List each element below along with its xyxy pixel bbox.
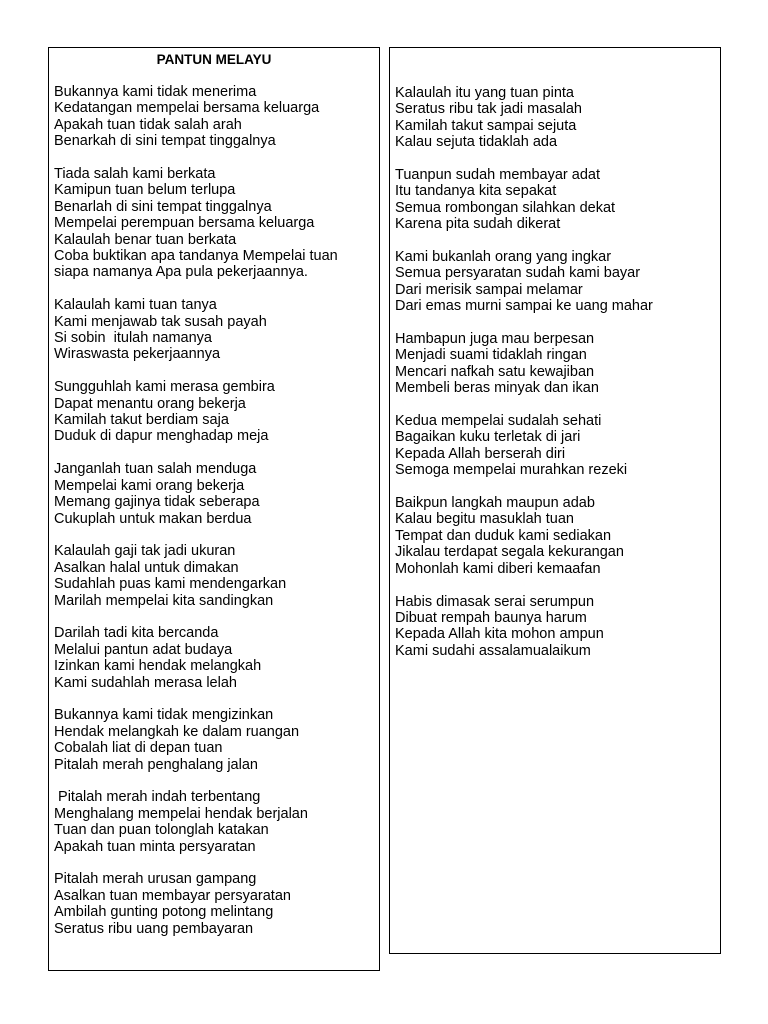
- stanza: Darilah tadi kita bercanda Melalui pantun adat budaya Izinkan kami hendak melangkah Kami sudahlah merasa lelah: [54, 625, 262, 691]
- stanza: Pitalah merah indah terbentang Menghalang mempelai hendak berjalan Tuan dan puan tolonglah katakan Apakah tuan minta persyaratan: [54, 789, 308, 855]
- stanza: Habis dimasak serai serumpun Dibuat rempah baunya harum Kepada Allah kita mohon ampun Kami sudahi assalamualaikum: [395, 593, 604, 659]
- stanza: Pitalah merah urusan gampang Asalkan tuan membayar persyaratan Ambilah gunting potong melintang Seratus ribu uang pembayaran: [54, 871, 291, 937]
- stanza: Sungguhlah kami merasa gembira Dapat menantu orang bekerja Kamilah takut berdiam saja Duduk di dapur menghadap meja: [54, 379, 275, 445]
- document-title: PANTUN MELAYU: [156, 52, 272, 67]
- stanza: Tiada salah kami berkata Kamipun tuan belum terlupa Benarlah di sini tempat tinggalnya Mempelai perempuan bersama keluarga Kalaulah benar tuan berkata Coba buktikan apa tandanya Mempelai tuan siapa namanya Apa pula pekerjaannya.: [54, 166, 338, 281]
- stanza: Kalaulah kami tuan tanya Kami menjawab tak susah payah Si sobin itulah namanya Wiraswasta pekerjaannya: [54, 297, 267, 363]
- stanza: Tuanpun sudah membayar adat Itu tandanya kita sepakat Semua rombongan silahkan dekat Karena pita sudah dikerat: [395, 167, 616, 233]
- stanza: Janganlah tuan salah menduga Mempelai kami orang bekerja Memang gajinya tidak seberapa Cukuplah untuk makan berdua: [54, 461, 260, 527]
- stanza: Bukannya kami tidak mengizinkan Hendak melangkah ke dalam ruangan Cobalah liat di depan tuan Pitalah merah penghalang jalan: [54, 707, 300, 773]
- right-column: [389, 47, 721, 954]
- stanza: Hambapun juga mau berpesan Menjadi suami tidaklah ringan Mencari nafkah satu kewajiban Membeli beras minyak dan ikan: [395, 331, 599, 397]
- stanza: Baikpun langkah maupun adab Kalau begitu masuklah tuan Tempat dan duduk kami sediakan Jikalau terdapat segala kekurangan Mohonlah kami diberi kemaafan: [395, 495, 624, 577]
- stanza: Kalaulah gaji tak jadi ukuran Asalkan halal untuk dimakan Sudahlah puas kami mendengarkan Marilah mempelai kita sandingkan: [54, 543, 287, 609]
- stanza: Kedua mempelai sudalah sehati Bagaikan kuku terletak di jari Kepada Allah berserah diri Semoga mempelai murahkan rezeki: [395, 413, 628, 479]
- stanza: Kalaulah itu yang tuan pinta Seratus ribu tak jadi masalah Kamilah takut sampai sejuta Kalau sejuta tidaklah ada: [395, 85, 582, 151]
- left-column: [48, 47, 380, 971]
- stanza: Bukannya kami tidak menerima Kedatangan mempelai bersama keluarga Apakah tuan tidak salah arah Benarkah di sini tempat tinggalnya: [54, 84, 320, 150]
- stanza: Kami bukanlah orang yang ingkar Semua persyaratan sudah kami bayar Dari merisik sampai melamar Dari emas murni sampai ke uang mahar: [395, 249, 653, 315]
